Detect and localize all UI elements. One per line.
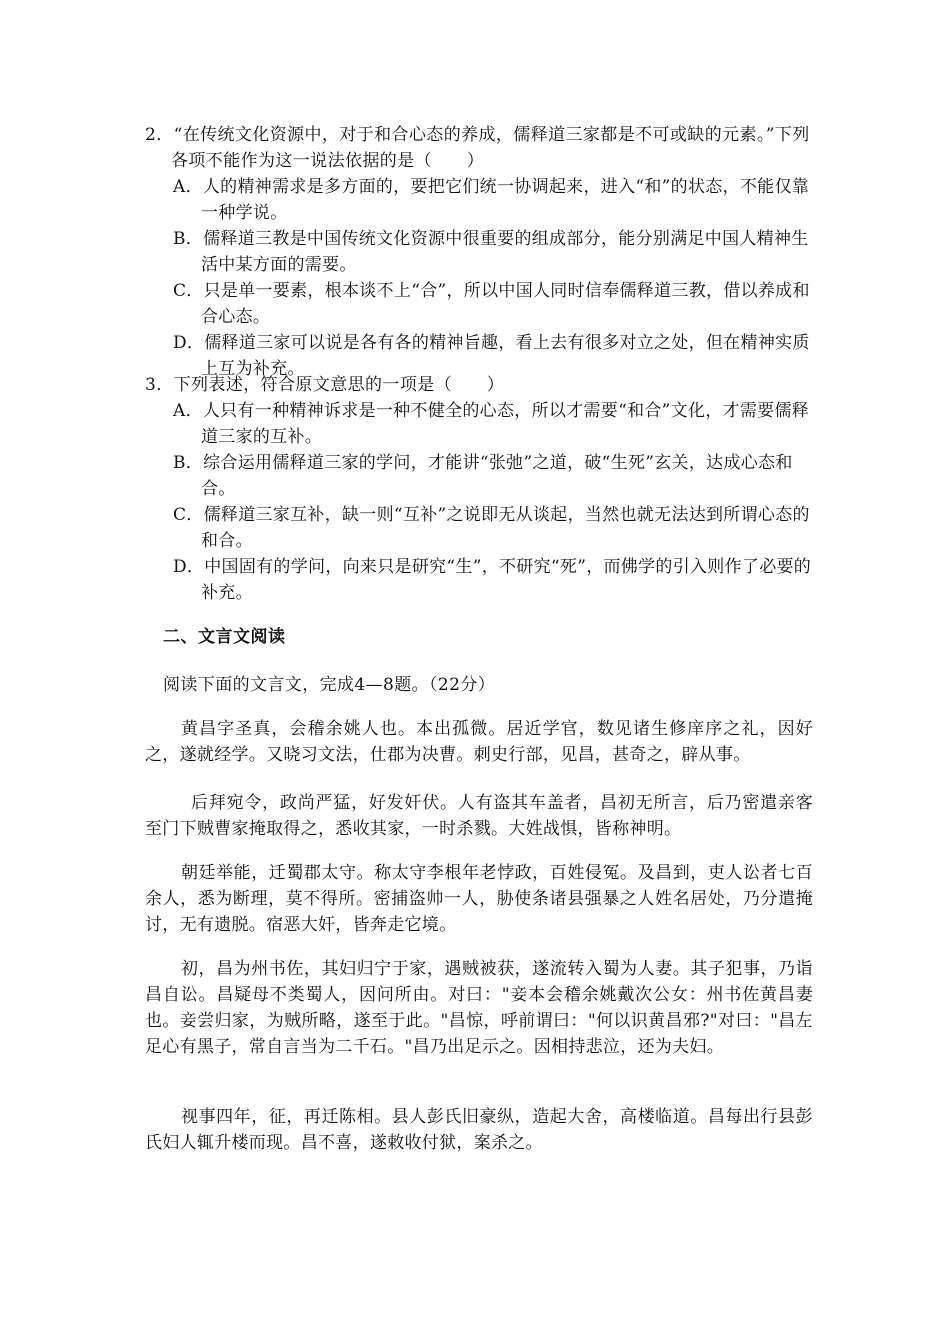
- option-a: A．人的精神需求是多方面的，要把它们统一协调起来，进入“和”的状态，不能仅靠一种学说。: [173, 177, 810, 223]
- option-b: B．儒释道三教是中国传统文化资源中很重要的组成部分，能分别满足中国人精神生活中某方面的需要。: [173, 229, 809, 275]
- question-3: [145, 372, 815, 606]
- section-heading: 二、文言文阅读: [163, 627, 286, 647]
- option-d: D．中国固有的学问，向来只是研究“生”，不研究“死”，而佛学的引入则作了必要的补充。: [173, 557, 812, 603]
- question-stem: 2．“在传统文化资源中，对于和合心态的养成，儒释道三家都是不可或缺的元素。”下列各项不能作为这一说法依据的是（ ）: [145, 125, 810, 171]
- question-stem: 3．下列表述，符合原文意思的一项是（ ）: [145, 375, 505, 395]
- section-instruction: 阅读下面的文言文，完成4—8题。（22分）: [163, 675, 496, 695]
- option-c: C．儒释道三家互补，缺一则“互补”之说即无从谈起，当然也就无法达到所谓心态的和合。: [173, 505, 810, 551]
- question-2: [145, 122, 815, 382]
- option-a: A．人只有一种精神诉求是一种不健全的心态，所以才需要“和合”文化，才需要儒释道三家的互补。: [173, 401, 810, 447]
- passage-paragraph-1: 黄昌字圣真，会稽余姚人也。本出孤微。居近学官，数见诸生修庠序之礼，因好之，遂就经学。又晓习文法，仕郡为决曹。刺史行部，见昌，甚奇之，辟从事。: [145, 719, 813, 765]
- option-c: C．只是单一要素，根本谈不上“合”，所以中国人同时信奉儒释道三教，借以养成和合心态。: [173, 281, 810, 327]
- passage-paragraph-4: 初，昌为州书佐，其妇归宁于家，遇贼被获，遂流转入蜀为人妻。其子犯事，乃诣昌自讼。昌疑母不类蜀人，因问所由。对曰："妾本会稽余姚戴次公女：州书佐黄昌妻也。妾尝归家，为贼所略，遂至于此。"昌惊，呼前谓曰："何以识黄昌邪?"对曰："昌左足心有黑子，常自言当为二千石。"昌乃出足示之。因相持悲泣，还为夫妇。: [145, 959, 813, 1057]
- option-d: D．儒释道三家可以说是各有各的精神旨趣，看上去有很多对立之处，但在精神实质上互为补充。: [173, 333, 810, 379]
- passage-paragraph-5: 视事四年，征，再迁陈相。县人彭氏旧豪纵，造起大舍，高楼临道。昌每出行县彭氏妇人辄升楼而现。昌不喜，遂敕收付狱，案杀之。: [145, 1107, 813, 1153]
- passage-paragraph-2: 后拜宛令，政尚严猛，好发奸伏。人有盗其车盖者，昌初无所言，后乃密遣亲客至门下贼曹家掩取得之，悉收其家，一时杀戮。大姓战惧，皆称神明。: [145, 793, 813, 839]
- passage-paragraph-3: 朝廷举能，迁蜀郡太守。称太守李根年老悖政，百姓侵冤。及昌到，吏人讼者七百余人，悉为断理，莫不得所。密捕盗帅一人，胁使条诸县强暴之人姓名居处，乃分遣掩讨，无有遗脱。宿恶大奸，皆奔走它境。: [145, 863, 813, 935]
- option-b: B．综合运用儒释道三家的学问，才能讲“张弛”之道，破“生死”玄关，达成心态和合。: [173, 453, 793, 499]
